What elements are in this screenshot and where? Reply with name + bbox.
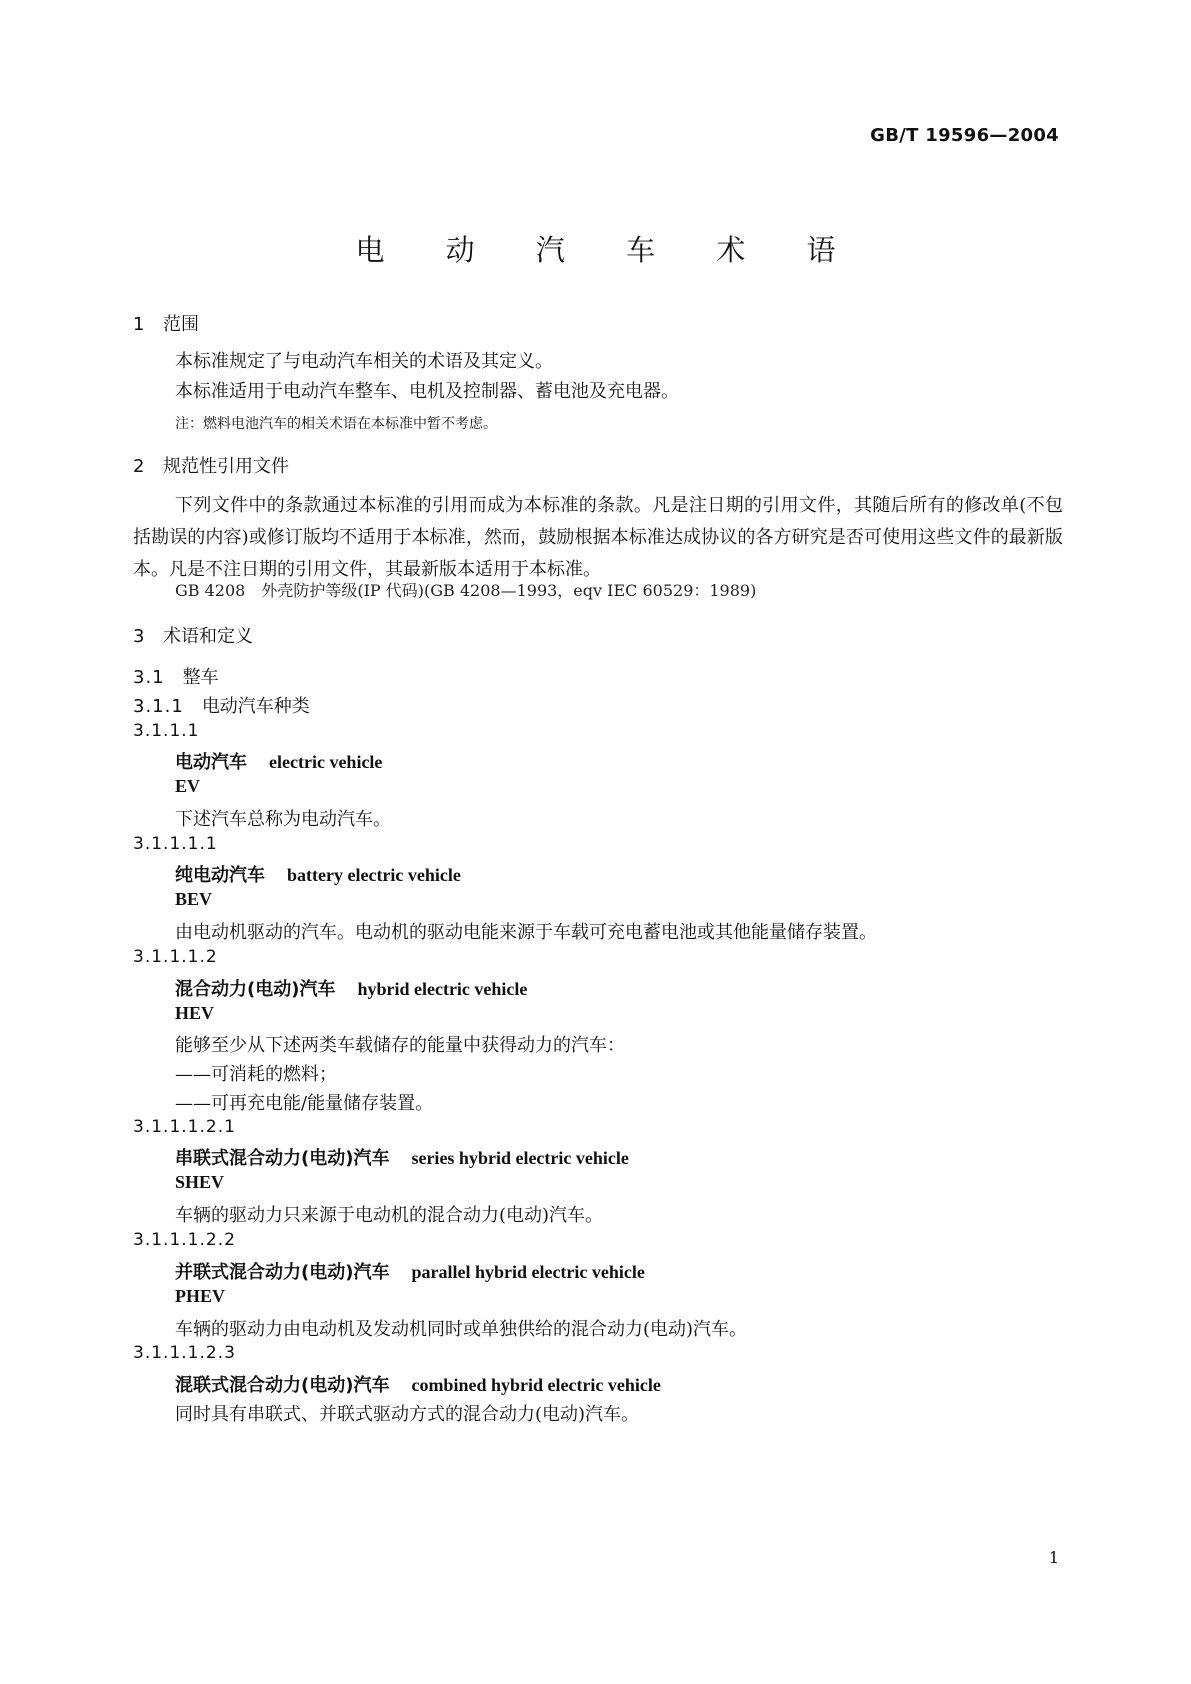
term-number: 3.1.1.1.2.2 (133, 1230, 236, 1250)
term-heading (175, 1258, 645, 1284)
section-number: 1 (133, 314, 145, 335)
term-chinese: 纯电动汽车 (175, 865, 265, 886)
term-heading (175, 748, 382, 774)
term-definition: 车辆的驱动力由电动机及发动机同时或单独供给的混合动力(电动)汽车。 (175, 1319, 748, 1340)
term-heading (175, 1144, 629, 1170)
term-heading (175, 861, 461, 887)
term-heading (175, 975, 527, 1001)
term-english: series hybrid electric vehicle (411, 1148, 629, 1168)
section-number: 2 (133, 456, 145, 477)
term-abbreviation: EV (175, 776, 201, 796)
section-3-heading (133, 622, 253, 648)
section-1-heading (133, 310, 199, 336)
reference-entry: GB 4208 外壳防护等级(IP 代码)(GB 4208—1993，eqv IEC 60529：1989) (175, 581, 757, 600)
term-definition: 由电动机驱动的汽车。电动机的驱动电能来源于车载可充电蓄电池或其他能量储存装置。 (175, 922, 877, 943)
term-number: 3.1.1.1.2.3 (133, 1343, 236, 1363)
section-2-heading (133, 452, 289, 478)
term-definition: 下述汽车总称为电动汽车。 (175, 809, 391, 830)
term-abbreviation: BEV (175, 889, 213, 909)
term-abbreviation: SHEV (175, 1172, 225, 1192)
section-title: 范围 (163, 314, 199, 335)
term-english: battery electric vehicle (287, 865, 461, 885)
normative-references-paragraph: 下列文件中的条款通过本标准的引用而成为本标准的条款。凡是注日期的引用文件，其随后所有的修改单(不包括勘误的内容)或修订版均不适用于本标准，然而，鼓励根据本标准达成协议的各方研究是否可使用这些文件的最新版本。凡是不注日期的引用文件，其最新版本适用于本标准。 (133, 495, 1063, 580)
scope-note: 注：燃料电池汽车的相关术语在本标准中暂不考虑。 (175, 416, 497, 432)
subsection-number: 3.1.1 (133, 696, 184, 717)
document-title: 电 动 汽 车 术 语 (355, 233, 862, 267)
subsection-3-1-heading (133, 663, 219, 689)
term-number: 3.1.1.1 (133, 721, 200, 741)
term-chinese: 并联式混合动力(电动)汽车 (175, 1262, 390, 1283)
document-code: GB/T 19596—2004 (870, 125, 1059, 146)
term-chinese: 串联式混合动力(电动)汽车 (175, 1148, 390, 1169)
term-chinese: 电动汽车 (175, 752, 247, 773)
term-english: electric vehicle (269, 752, 383, 772)
scope-paragraph-1: 本标准规定了与电动汽车相关的术语及其定义。 (175, 351, 553, 372)
term-chinese: 混合动力(电动)汽车 (175, 979, 336, 1000)
term-abbreviation: HEV (175, 1003, 215, 1023)
term-heading (175, 1371, 661, 1397)
section-title: 术语和定义 (163, 626, 253, 647)
section-title: 规范性引用文件 (163, 456, 289, 477)
subsection-3-1-1-heading (133, 692, 310, 718)
term-english: parallel hybrid electric vehicle (411, 1262, 645, 1282)
subsection-title: 整车 (182, 667, 219, 688)
page-number: 1 (1048, 1548, 1059, 1567)
term-number: 3.1.1.1.2.1 (133, 1117, 236, 1137)
term-english: hybrid electric vehicle (357, 979, 528, 999)
term-number: 3.1.1.1.1 (133, 834, 218, 854)
term-definition: 能够至少从下述两类车载储存的能量中获得动力的汽车： (175, 1035, 625, 1056)
term-number: 3.1.1.1.2 (133, 947, 218, 967)
term-abbreviation: PHEV (175, 1286, 226, 1306)
section-number: 3 (133, 626, 145, 647)
subsection-number: 3.1 (133, 667, 165, 688)
term-english: combined hybrid electric vehicle (411, 1375, 661, 1395)
term-definition: 车辆的驱动力只来源于电动机的混合动力(电动)汽车。 (175, 1205, 604, 1226)
term-definition: 同时具有串联式、并联式驱动方式的混合动力(电动)汽车。 (175, 1404, 640, 1425)
list-item: ——可再充电能/能量储存装置。 (175, 1093, 434, 1114)
subsection-title: 电动汽车种类 (201, 696, 310, 717)
term-chinese: 混联式混合动力(电动)汽车 (175, 1375, 390, 1396)
scope-paragraph-2: 本标准适用于电动汽车整车、电机及控制器、蓄电池及充电器。 (175, 381, 679, 402)
list-item: ——可消耗的燃料； (175, 1064, 337, 1085)
